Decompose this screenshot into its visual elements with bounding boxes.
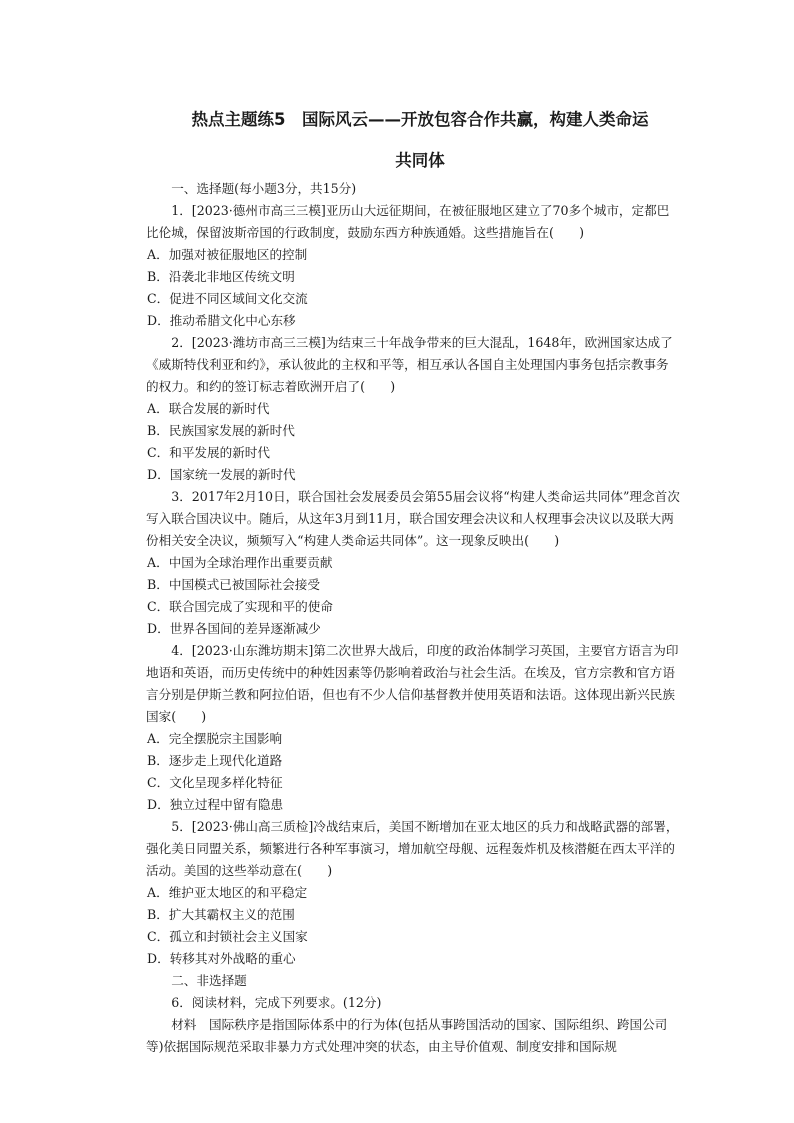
option-c: C．文化呈现多样化特征 [147,775,283,790]
option-a: A．中国为全球治理作出重要贡献 [147,555,333,570]
option-a: A．加强对被征服地区的控制 [147,247,308,262]
option-a: A．联合发展的新时代 [147,401,270,416]
option-d: D．独立过程中留有隐患 [147,797,284,812]
option-c: C．促进不同区域间文化交流 [147,291,308,306]
question-stem: 2．[2023·潍坊市高三三模]为结束三十年战争带来的巨大混乱，1648年，欧洲国家达成了《威斯特伐利亚和约》，承认彼此的主权和平等，相互承认各国自主处理国内事务包括宗教事务的权力。和约的签订标志着欧洲开启了( ) [146,335,673,394]
option-b: B．逐步走上现代化道路 [147,753,283,768]
question-stem: 5．[2023·佛山高三质检]冷战结束后，美国不断增加在亚太地区的兵力和战略武器的部署，强化美日同盟关系，频繁进行各种军事演习，增加航空母舰、远程轰炸机及核潜艇在西太平洋的活动。美国的这些举动意在( ) [146,819,679,878]
option-b: B．沿袭北非地区传统文明 [147,269,295,284]
option-c: C．和平发展的新时代 [147,445,270,460]
document-body [146,178,680,1058]
option-a: A．维护亚太地区的和平稳定 [147,885,308,900]
option-b: B．中国模式已被国际社会接受 [147,577,320,592]
page-title-continued: 共同体 [395,151,445,170]
question-4 [146,640,680,816]
page-title: 热点主题练5 国际风云——开放包容合作共赢，构建人类命运 [191,110,649,129]
question-stem: 3．2017年2月10日，联合国社会发展委员会第55届会议将“构建人类命运共同体”理念首次写入联合国决议中。随后，从这年3月到11月，联合国安理会决议和人权理事会决议以及联大两份相关安全决议，频频写入“构建人类命运共同体”。这一现象反映出( ) [146,489,680,548]
option-d: D．转移其对外战略的重心 [147,951,296,966]
option-b: B．民族国家发展的新时代 [147,423,295,438]
question-stem: 4．[2023·山东潍坊期末]第二次世界大战后，印度的政治体制学习英国，主要官方语言为印地语和英语，而历史传统中的种姓因素等仍影响着政治与社会生活。在埃及，官方宗教和官方语言分别是伊斯兰教和阿拉伯语，但也有不少人信仰基督教并使用英语和法语。这体现出新兴民族国家( ) [146,643,679,724]
question-2 [146,332,680,486]
question-3 [146,486,680,640]
option-b: B．扩大其霸权主义的范围 [147,907,295,922]
question-1 [146,200,680,332]
option-d: D．世界各国间的差异逐渐减少 [147,621,321,636]
question-stem: 1．[2023·德州市高三三模]亚历山大远征期间，在被征服地区建立了70多个城市，定都巴比伦城，保留波斯帝国的行政制度，鼓励东西方种族通婚。这些措施旨在( ) [146,203,670,240]
option-a: A．完全摆脱宗主国影响 [147,731,283,746]
option-c: C．联合国完成了实现和平的使命 [147,599,333,614]
question-5 [146,816,680,970]
option-d: D．国家统一发展的新时代 [147,467,296,482]
section-heading-choice: 一、选择题(每小题3分，共15分) [171,181,357,196]
question-6-stem: 6．阅读材料，完成下列要求。(12分) [171,995,382,1010]
option-c: C．孤立和封锁社会主义国家 [147,929,308,944]
section-heading-nonchoice: 二、非选择题 [171,973,247,988]
material-text: 材料 国际秩序是指国际体系中的行为体(包括从事跨国活动的国家、国际组织、跨国公司等)依据国际规范采取非暴力方式处理冲突的状态，由主导价值观、制度安排和国际规 [146,1017,668,1054]
option-d: D．推动希腊文化中心东移 [147,313,296,328]
